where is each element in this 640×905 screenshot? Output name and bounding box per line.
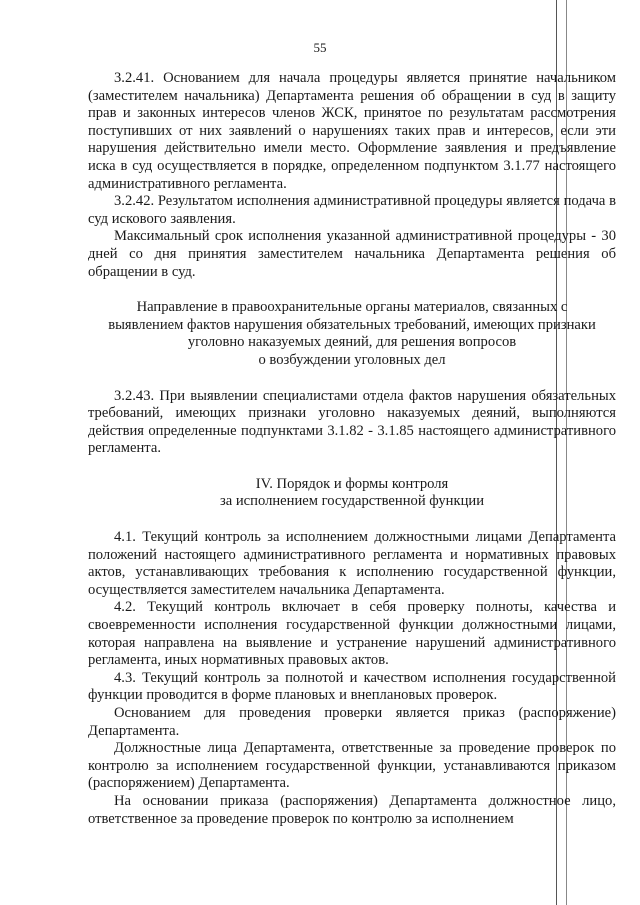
paragraph-4-2: 4.2. Текущий контроль включает в себя проверку полноты, качества и своевременности исполнения государственной функции должностными лицами, которая направлена на выявление и устранение нарушений административного регламента, иных нормативных правовых актов.	[88, 599, 616, 669]
paragraph-4-3-order: На основании приказа (распоряжения) Департамента должностное лицо, ответственное за проведение проверок по контролю за исполнением	[88, 792, 616, 827]
heading-line: IV. Порядок и формы контроля	[255, 475, 449, 492]
paragraph-3-2-41: 3.2.41. Основанием для начала процедуры является принятие начальником (заместителем начальника) Департамента решения об обращении в суд в защиту прав и законных интересов членов ЖСК, принятое по результатам рассмотрения поступивших от них заявлений о нарушениях таких прав и интересов, если эти нарушения действительно имели место. Оформление заявления и предъявление иска в суд осуществляется в порядке, определенном подпунктом 3.1.77 настоящего административного регламента.	[88, 70, 616, 192]
paragraph-4-1: 4.1. Текущий контроль за исполнением должностными лицами Департамента положений настоящего административного регламента и нормативных правовых актов, устанавливающих требования к исполнению государственной функции, осуществляется заместителем начальника Департамента.	[88, 529, 616, 598]
paragraph-4-3-basis: Основанием для проведения проверки является приказ (распоряжение) Департамента.	[88, 705, 616, 739]
paragraph-4-3-officials: Должностные лица Департамента, ответственные за проведение проверок по контролю за исполнением государственной функции, устанавливаются приказом (распоряжением) Департамента.	[88, 740, 616, 792]
paragraph-4-3: 4.3. Текущий контроль за полнотой и качеством исполнения государственной функции проводится в форме плановых и внеплановых проверок.	[88, 669, 616, 704]
heading-line: за исполнением государственной функции	[219, 493, 485, 510]
paragraph-3-2-42-term: Максимальный срок исполнения указанной административной процедуры - 30 дней со дня принятия заместителем начальника Департамента решения об обращении в суд.	[88, 228, 616, 280]
paragraph-3-2-43: 3.2.43. При выявлении специалистами отдела фактов нарушения обязательных требований, имеющих признаки уголовно наказуемых деяний, выполняются действия определенные подпунктами 3.1.82 - 3.1.85 настоящего административного регламента.	[88, 387, 616, 457]
page-number: 55	[313, 40, 327, 55]
heading-line: Направление в правоохранительные органы материалов, связанных с	[136, 299, 568, 316]
heading-line: о возбуждении уголовных дел	[258, 351, 446, 368]
heading-line: выявлением фактов нарушения обязательных требований, имеющих признаки	[108, 316, 596, 333]
paragraph-3-2-42: 3.2.42. Результатом исполнения административной процедуры является подача в суд искового заявления.	[88, 193, 616, 227]
section-heading-control	[88, 476, 616, 511]
section-heading-law-enforcement	[88, 299, 616, 369]
document-body	[88, 70, 616, 828]
heading-line: уголовно наказуемых деяний, для решения вопросов	[187, 334, 517, 351]
